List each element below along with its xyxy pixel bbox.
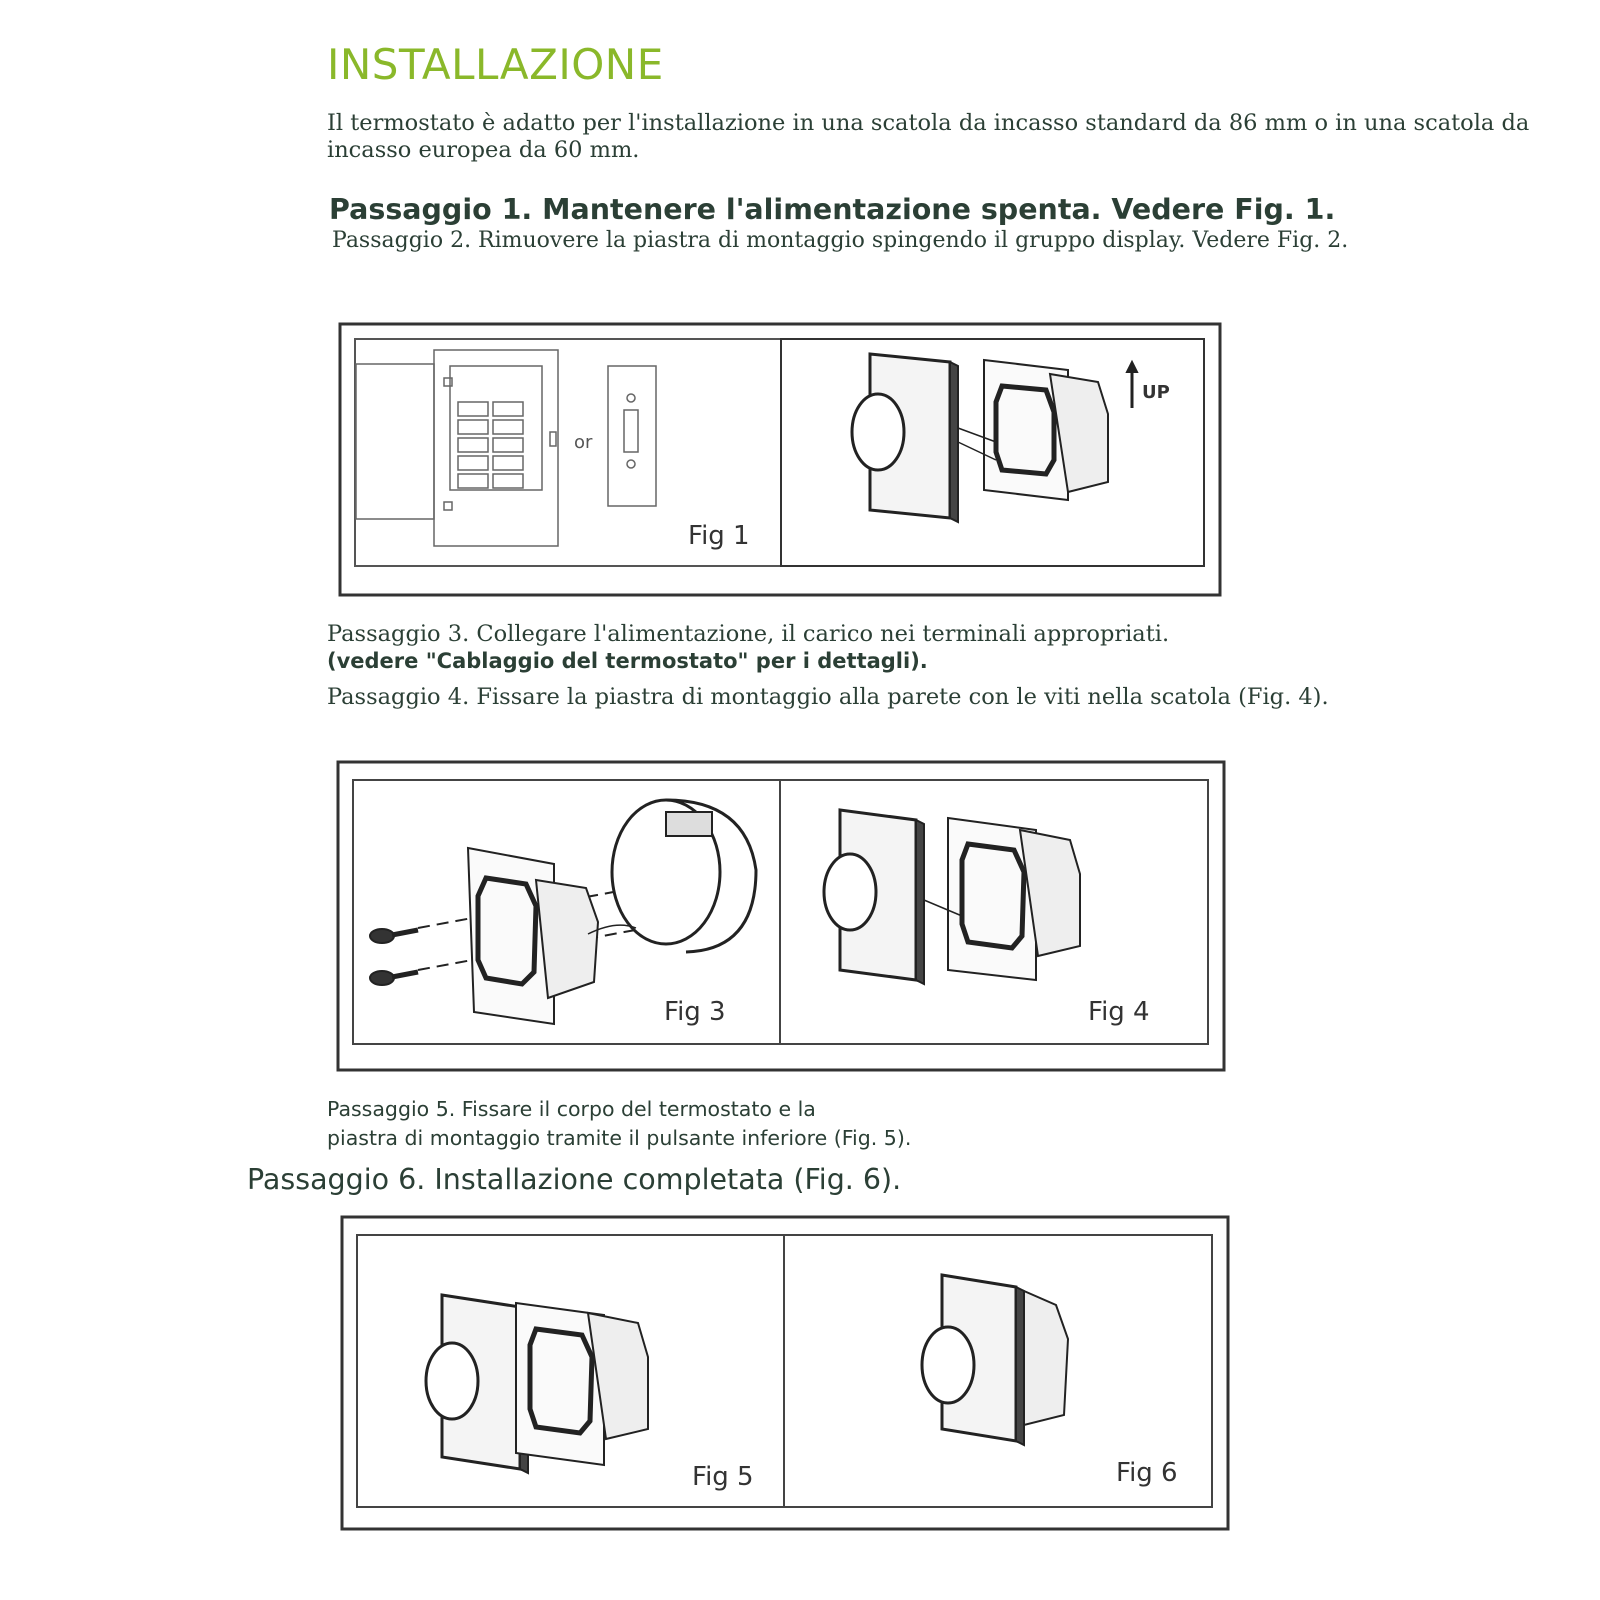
- step-4: Passaggio 4. Fissare la piastra di montaggio alla parete con le viti nella scatola (Fig. 4).: [327, 684, 1329, 710]
- thermostat-attach-illustration: [426, 1295, 648, 1473]
- step-3-line-2: (vedere "Cablaggio del termostato" per i dettagli).: [327, 649, 928, 673]
- step-2: Passaggio 2. Rimuovere la piastra di montaggio spingendo il gruppo display. Vedere Fig. 2.: [332, 228, 1349, 253]
- step-3-line-1: Passaggio 3. Collegare l'alimentazione, il carico nei terminali appropriati.: [327, 621, 1170, 647]
- thermostat-plate-illustration: [824, 810, 1080, 984]
- fig3-label: Fig 3: [664, 997, 726, 1027]
- light-switch-icon: [608, 366, 656, 506]
- fig6-label: Fig 6: [1116, 1458, 1178, 1488]
- fig2-up-label: UP: [1142, 382, 1170, 403]
- step-1: Passaggio 1. Mantenere l'alimentazione spenta. Vedere Fig. 1.: [329, 193, 1336, 226]
- thermostat-remove-illustration: [852, 354, 1137, 522]
- step-5-line-1: Passaggio 5. Fissare il corpo del termostato e la: [327, 1097, 816, 1121]
- step-5: [327, 1095, 911, 1153]
- figure-5-6-illustration: [340, 1215, 1230, 1531]
- thermostat-complete-illustration: [922, 1275, 1068, 1445]
- step-5-line-2: piastra di montaggio tramite il pulsante inferiore (Fig. 5).: [327, 1126, 912, 1150]
- figure-3-4-illustration: [336, 760, 1226, 1072]
- mounting-box-illustration: [370, 800, 756, 1024]
- figure-1-2-illustration: [338, 322, 1222, 597]
- page-title: INSTALLAZIONE: [327, 40, 664, 89]
- figure-panel-1-2: [338, 322, 1222, 597]
- figure-panel-3-4: [336, 760, 1226, 1072]
- figure-panel-5-6: [340, 1215, 1230, 1531]
- fig1-or-label: or: [574, 432, 593, 453]
- intro-text: Il termostato è adatto per l'installazione in una scatola da incasso standard da 86 mm o in una scatola da incasso europea da 60 mm.: [327, 110, 1530, 163]
- fig1-label: Fig 1: [688, 521, 750, 551]
- breaker-panel-icon: [356, 350, 558, 546]
- step-6: Passaggio 6. Installazione completata (Fig. 6).: [247, 1163, 902, 1196]
- fig4-label: Fig 4: [1088, 997, 1150, 1027]
- fig5-label: Fig 5: [692, 1462, 754, 1492]
